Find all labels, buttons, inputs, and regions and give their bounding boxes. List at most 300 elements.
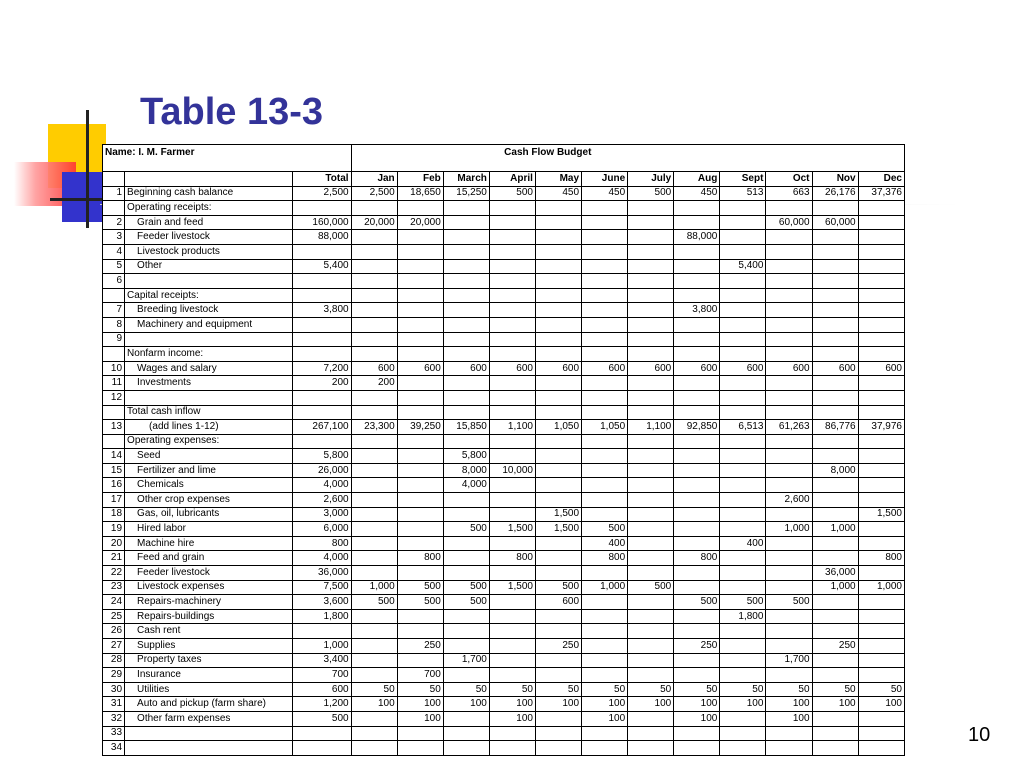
table-cell: 800 xyxy=(397,551,443,566)
table-cell xyxy=(582,478,628,493)
line-number: 30 xyxy=(103,682,125,697)
table-cell xyxy=(766,390,812,405)
table-cell: 50 xyxy=(628,682,674,697)
table-cell xyxy=(397,741,443,756)
table-cell xyxy=(628,463,674,478)
table-cell xyxy=(397,332,443,347)
table-cell xyxy=(720,624,766,639)
line-number: 18 xyxy=(103,507,125,522)
table-cell xyxy=(812,595,858,610)
table-cell: 7,500 xyxy=(293,580,351,595)
table-cell: 100 xyxy=(766,697,812,712)
table-cell xyxy=(812,288,858,303)
table-cell xyxy=(858,653,904,668)
table-cell: 500 xyxy=(582,522,628,537)
table-cell xyxy=(397,507,443,522)
table-cell xyxy=(397,230,443,245)
table-cell xyxy=(766,639,812,654)
table-cell xyxy=(674,653,720,668)
table-cell xyxy=(858,595,904,610)
table-row xyxy=(103,274,905,289)
table-cell: 100 xyxy=(766,711,812,726)
row-label xyxy=(125,274,293,289)
table-cell xyxy=(443,215,489,230)
table-cell xyxy=(535,244,581,259)
table-cell xyxy=(858,741,904,756)
table-cell: 100 xyxy=(351,697,397,712)
table-cell: 200 xyxy=(293,376,351,391)
table-cell xyxy=(858,288,904,303)
table-cell xyxy=(766,668,812,683)
table-cell xyxy=(293,244,351,259)
table-cell xyxy=(858,566,904,581)
table-cell: 5,400 xyxy=(720,259,766,274)
row-label xyxy=(125,332,293,347)
table-cell: 26,000 xyxy=(293,463,351,478)
table-cell xyxy=(628,332,674,347)
table-row xyxy=(103,522,905,537)
table-cell xyxy=(489,507,535,522)
row-label: Auto and pickup (farm share) xyxy=(125,697,293,712)
table-cell xyxy=(674,449,720,464)
table-cell: 2,600 xyxy=(766,493,812,508)
table-cell xyxy=(812,551,858,566)
table-cell xyxy=(397,201,443,216)
table-cell xyxy=(351,507,397,522)
table-row xyxy=(103,361,905,376)
table-cell xyxy=(535,230,581,245)
table-cell xyxy=(489,624,535,639)
column-header: May xyxy=(535,172,581,187)
table-cell xyxy=(812,624,858,639)
table-cell xyxy=(674,493,720,508)
table-cell xyxy=(628,288,674,303)
table-cell xyxy=(582,639,628,654)
table-cell xyxy=(720,215,766,230)
table-cell xyxy=(674,726,720,741)
table-cell xyxy=(535,493,581,508)
table-cell: 3,800 xyxy=(674,303,720,318)
row-label xyxy=(125,390,293,405)
table-cell xyxy=(535,215,581,230)
table-cell: 600 xyxy=(720,361,766,376)
table-cell: 92,850 xyxy=(674,420,720,435)
cash-flow-table xyxy=(102,144,905,756)
row-label: Livestock products xyxy=(125,244,293,259)
table-cell: 4,000 xyxy=(293,478,351,493)
table-cell: 26,176 xyxy=(812,186,858,201)
table-cell xyxy=(489,566,535,581)
table-cell xyxy=(720,478,766,493)
table-cell: 800 xyxy=(582,551,628,566)
table-row xyxy=(103,201,905,216)
table-cell xyxy=(674,244,720,259)
column-header: April xyxy=(489,172,535,187)
table-row xyxy=(103,303,905,318)
table-cell: 50 xyxy=(351,682,397,697)
table-cell xyxy=(858,274,904,289)
table-cell xyxy=(720,405,766,420)
row-label: Hired labor xyxy=(125,522,293,537)
table-cell xyxy=(628,711,674,726)
table-cell xyxy=(293,390,351,405)
table-cell xyxy=(858,434,904,449)
table-cell: 600 xyxy=(351,361,397,376)
table-cell: 100 xyxy=(489,711,535,726)
table-cell xyxy=(293,434,351,449)
table-cell xyxy=(812,201,858,216)
table-cell xyxy=(858,405,904,420)
column-header: Nov xyxy=(812,172,858,187)
table-cell xyxy=(720,741,766,756)
table-cell xyxy=(535,624,581,639)
table-row xyxy=(103,580,905,595)
table-cell: 600 xyxy=(535,361,581,376)
table-row xyxy=(103,493,905,508)
table-cell xyxy=(674,478,720,493)
table-cell xyxy=(397,566,443,581)
table-cell xyxy=(858,536,904,551)
table-cell: 450 xyxy=(674,186,720,201)
farmer-name: Name: I. M. Farmer xyxy=(103,145,352,172)
table-cell: 1,500 xyxy=(489,580,535,595)
table-cell xyxy=(674,201,720,216)
table-cell: 100 xyxy=(489,697,535,712)
table-cell xyxy=(720,244,766,259)
table-cell: 37,976 xyxy=(858,420,904,435)
row-label: Machine hire xyxy=(125,536,293,551)
line-number: 16 xyxy=(103,478,125,493)
table-cell xyxy=(766,741,812,756)
line-number: 14 xyxy=(103,449,125,464)
line-number: 1 xyxy=(103,186,125,201)
table-cell: 700 xyxy=(397,668,443,683)
table-cell xyxy=(766,566,812,581)
table-cell: 1,500 xyxy=(489,522,535,537)
table-cell xyxy=(674,668,720,683)
table-cell xyxy=(489,653,535,668)
table-cell: 15,850 xyxy=(443,420,489,435)
table-cell xyxy=(812,244,858,259)
table-cell xyxy=(351,347,397,362)
table-row xyxy=(103,376,905,391)
table-cell: 20,000 xyxy=(397,215,443,230)
table-cell xyxy=(674,522,720,537)
line-number: 5 xyxy=(103,259,125,274)
table-cell xyxy=(351,434,397,449)
line-number: 12 xyxy=(103,390,125,405)
line-number: 10 xyxy=(103,361,125,376)
table-cell xyxy=(489,536,535,551)
column-header: Total xyxy=(293,172,351,187)
table-cell xyxy=(489,303,535,318)
table-cell xyxy=(674,741,720,756)
table-cell xyxy=(489,390,535,405)
table-cell xyxy=(766,536,812,551)
table-cell xyxy=(858,668,904,683)
table-cell xyxy=(443,376,489,391)
table-cell xyxy=(351,624,397,639)
table-cell: 1,500 xyxy=(535,522,581,537)
table-cell xyxy=(443,390,489,405)
table-cell: 6,513 xyxy=(720,420,766,435)
table-cell: 1,000 xyxy=(351,580,397,595)
table-cell: 23,300 xyxy=(351,420,397,435)
table-cell xyxy=(720,668,766,683)
table-cell xyxy=(293,405,351,420)
table-cell xyxy=(674,536,720,551)
table-row xyxy=(103,420,905,435)
table-cell xyxy=(443,347,489,362)
table-cell xyxy=(858,463,904,478)
table-cell xyxy=(582,376,628,391)
row-label: Fertilizer and lime xyxy=(125,463,293,478)
table-cell xyxy=(535,711,581,726)
table-cell xyxy=(397,390,443,405)
table-cell: 400 xyxy=(720,536,766,551)
table-cell xyxy=(293,288,351,303)
table-row xyxy=(103,463,905,478)
table-row xyxy=(103,595,905,610)
table-cell xyxy=(812,711,858,726)
table-cell xyxy=(720,507,766,522)
table-cell xyxy=(628,609,674,624)
table-cell xyxy=(858,376,904,391)
table-cell xyxy=(535,609,581,624)
header-label-cell xyxy=(125,172,293,187)
table-cell: 800 xyxy=(674,551,720,566)
table-cell: 800 xyxy=(489,551,535,566)
row-label: Investments xyxy=(125,376,293,391)
row-label: Utilities xyxy=(125,682,293,697)
table-cell xyxy=(293,332,351,347)
table-cell xyxy=(489,609,535,624)
table-cell: 1,800 xyxy=(720,609,766,624)
line-number: 8 xyxy=(103,317,125,332)
table-cell xyxy=(443,741,489,756)
table-cell xyxy=(397,303,443,318)
table-cell xyxy=(628,566,674,581)
table-cell: 600 xyxy=(628,361,674,376)
table-cell xyxy=(397,536,443,551)
table-cell xyxy=(443,668,489,683)
table-cell xyxy=(674,434,720,449)
table-cell: 1,050 xyxy=(535,420,581,435)
row-label: Operating expenses: xyxy=(125,434,293,449)
column-header: Oct xyxy=(766,172,812,187)
column-header: June xyxy=(582,172,628,187)
table-cell xyxy=(720,639,766,654)
table-cell: 500 xyxy=(397,580,443,595)
table-row xyxy=(103,215,905,230)
table-cell xyxy=(766,609,812,624)
table-cell xyxy=(397,449,443,464)
table-cell xyxy=(720,347,766,362)
table-cell xyxy=(535,741,581,756)
table-cell xyxy=(674,609,720,624)
table-cell xyxy=(674,288,720,303)
table-cell xyxy=(293,624,351,639)
table-row xyxy=(103,697,905,712)
table-cell xyxy=(582,741,628,756)
table-cell: 50 xyxy=(397,682,443,697)
table-cell xyxy=(812,390,858,405)
table-cell xyxy=(293,347,351,362)
table-cell xyxy=(720,711,766,726)
line-number: 21 xyxy=(103,551,125,566)
table-cell xyxy=(535,566,581,581)
table-cell: 600 xyxy=(858,361,904,376)
table-cell: 600 xyxy=(293,682,351,697)
row-label: Insurance xyxy=(125,668,293,683)
line-number: 20 xyxy=(103,536,125,551)
table-cell: 20,000 xyxy=(351,215,397,230)
table-cell xyxy=(351,741,397,756)
table-cell xyxy=(397,493,443,508)
table-cell: 1,000 xyxy=(812,522,858,537)
table-row xyxy=(103,478,905,493)
table-cell: 50 xyxy=(443,682,489,697)
table-cell xyxy=(397,522,443,537)
table-cell xyxy=(397,434,443,449)
table-cell xyxy=(489,726,535,741)
table-row xyxy=(103,682,905,697)
row-label: Other farm expenses xyxy=(125,711,293,726)
table-row xyxy=(103,405,905,420)
line-number xyxy=(103,434,125,449)
table-cell xyxy=(766,405,812,420)
table-cell xyxy=(351,711,397,726)
table-row xyxy=(103,259,905,274)
table-cell xyxy=(293,741,351,756)
table-cell xyxy=(582,405,628,420)
table-row xyxy=(103,434,905,449)
table-cell xyxy=(582,449,628,464)
table-cell: 600 xyxy=(582,361,628,376)
table-cell xyxy=(858,522,904,537)
table-cell xyxy=(582,317,628,332)
table-cell: 800 xyxy=(293,536,351,551)
table-cell: 600 xyxy=(535,595,581,610)
table-cell xyxy=(582,215,628,230)
table-cell: 663 xyxy=(766,186,812,201)
table-row xyxy=(103,653,905,668)
table-cell xyxy=(766,376,812,391)
table-cell xyxy=(443,711,489,726)
table-cell: 400 xyxy=(582,536,628,551)
table-cell xyxy=(443,274,489,289)
table-cell xyxy=(858,215,904,230)
table-cell: 600 xyxy=(674,361,720,376)
row-label: Feed and grain xyxy=(125,551,293,566)
line-number: 15 xyxy=(103,463,125,478)
table-cell xyxy=(535,332,581,347)
table-cell xyxy=(535,463,581,478)
table-cell xyxy=(674,259,720,274)
table-cell xyxy=(443,405,489,420)
table-cell xyxy=(582,230,628,245)
table-cell xyxy=(766,434,812,449)
table-cell xyxy=(443,493,489,508)
table-cell xyxy=(812,347,858,362)
row-label: Capital receipts: xyxy=(125,288,293,303)
table-cell: 4,000 xyxy=(443,478,489,493)
table-cell xyxy=(628,624,674,639)
table-cell xyxy=(674,405,720,420)
table-cell xyxy=(489,274,535,289)
table-cell xyxy=(720,434,766,449)
table-cell xyxy=(535,390,581,405)
table-cell xyxy=(397,317,443,332)
table-cell: 1,000 xyxy=(858,580,904,595)
table-cell xyxy=(397,726,443,741)
table-cell: 2,500 xyxy=(293,186,351,201)
table-cell: 86,776 xyxy=(812,420,858,435)
table-cell xyxy=(489,741,535,756)
table-row xyxy=(103,244,905,259)
table-cell: 1,000 xyxy=(766,522,812,537)
table-cell xyxy=(766,551,812,566)
table-cell xyxy=(720,230,766,245)
row-label xyxy=(125,726,293,741)
table-cell xyxy=(535,317,581,332)
table-row xyxy=(103,390,905,405)
table-cell xyxy=(489,244,535,259)
table-cell xyxy=(628,449,674,464)
table-cell xyxy=(812,653,858,668)
table-cell xyxy=(443,259,489,274)
line-number: 28 xyxy=(103,653,125,668)
table-cell xyxy=(351,244,397,259)
decor-vertical-line xyxy=(86,110,89,228)
table-cell xyxy=(720,463,766,478)
row-label: Feeder livestock xyxy=(125,230,293,245)
table-cell: 7,200 xyxy=(293,361,351,376)
line-number: 23 xyxy=(103,580,125,595)
table-cell xyxy=(443,332,489,347)
table-cell xyxy=(582,201,628,216)
table-cell xyxy=(858,449,904,464)
table-cell: 100 xyxy=(535,697,581,712)
table-cell: 250 xyxy=(397,639,443,654)
table-cell: 1,800 xyxy=(293,609,351,624)
table-cell xyxy=(489,215,535,230)
line-number xyxy=(103,288,125,303)
table-cell xyxy=(858,711,904,726)
table-cell xyxy=(351,653,397,668)
table-cell: 36,000 xyxy=(293,566,351,581)
table-cell: 100 xyxy=(582,711,628,726)
table-cell xyxy=(812,478,858,493)
table-cell xyxy=(628,376,674,391)
table-cell xyxy=(766,259,812,274)
table-cell xyxy=(674,390,720,405)
table-cell xyxy=(628,639,674,654)
table-cell: 500 xyxy=(443,522,489,537)
table-row xyxy=(103,551,905,566)
table-cell xyxy=(628,478,674,493)
table-cell xyxy=(582,463,628,478)
table-row xyxy=(103,230,905,245)
column-header-row xyxy=(103,172,905,187)
table-cell xyxy=(628,726,674,741)
table-cell: 250 xyxy=(674,639,720,654)
table-cell xyxy=(720,317,766,332)
table-cell xyxy=(293,201,351,216)
table-cell xyxy=(351,551,397,566)
table-cell xyxy=(812,668,858,683)
table-cell xyxy=(582,653,628,668)
